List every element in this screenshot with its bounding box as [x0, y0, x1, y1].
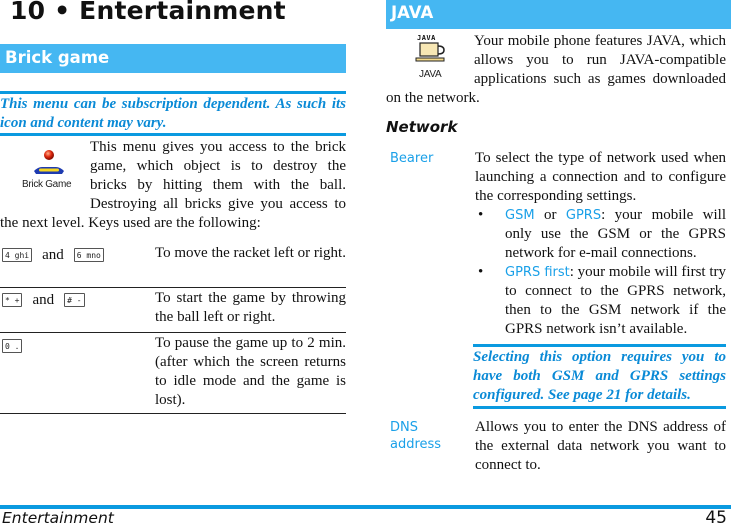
page-title: 10 • Entertainment: [10, 0, 286, 25]
option-label-gprs-first: GPRS first: [505, 265, 570, 280]
network-heading: Network: [386, 118, 458, 136]
table-divider: [0, 332, 346, 333]
subscription-note: [0, 91, 346, 136]
bearer-option-gsm-gprs: [475, 206, 726, 263]
gprs-settings-note: [473, 344, 726, 409]
bearer-options: [475, 206, 726, 339]
key-row-2-keys: [2, 291, 85, 310]
key-row-1-keys: [2, 246, 104, 265]
option-text: : your mobile will only use the GSM or the GPRS network for e-mail connections.: [505, 207, 726, 261]
key-0-icon: 0 .: [2, 339, 22, 353]
brick-game-intro: [0, 138, 346, 233]
java-icon-label: JAVA: [417, 34, 436, 42]
option-label-gprs: GPRS: [565, 208, 602, 223]
page-number: 45: [705, 508, 727, 528]
section-heading-java: JAVA: [386, 0, 731, 29]
key-6-icon: 6 mno: [74, 248, 104, 262]
footer-section-name: Entertainment: [2, 509, 114, 527]
key-4-icon: 4 ghi: [2, 248, 32, 262]
key-row-1-description: To move the racket left or right.: [155, 245, 346, 261]
bearer-term: Bearer: [390, 151, 434, 166]
section-heading-brick-game: Brick game: [0, 44, 346, 73]
dns-term-line2: address: [390, 437, 442, 452]
dns-address-description: Allows you to enter the DNS address of the external data network you want to connect to.: [475, 419, 726, 473]
bearer-option-gprs-first: [475, 263, 726, 339]
bullet: •: [478, 264, 484, 280]
java-icon-caption: JAVA: [419, 69, 442, 80]
key-star-icon: * +: [2, 293, 22, 307]
option-connector: or: [543, 207, 557, 223]
dns-term-line1: DNS: [390, 420, 418, 435]
gprs-settings-note-text: Selecting this option requires you to have both GSM and GPRS settings configured. See page 21 for details.: [473, 349, 726, 403]
key-connector: and: [42, 247, 64, 263]
brick-game-icon-caption: Brick Game: [22, 179, 72, 190]
subscription-note-text: This menu can be subscription dependent. As such its icon and content may vary.: [0, 96, 346, 131]
bearer-description: To select the type of network used when launching a connection and to configure the corresponding settings.: [475, 150, 726, 204]
table-divider: [0, 413, 346, 414]
java-intro: [386, 32, 726, 108]
key-hash-icon: # -: [64, 293, 84, 307]
brick-game-intro-text: This menu gives you access to the brick game, which object is to destroy the bricks by hitting them with the ball. Destroying all bricks give you access to the next level. Keys used are the following:: [0, 139, 346, 231]
key-connector: and: [32, 292, 55, 308]
dns-address-term: [390, 419, 441, 453]
option-text: : your mobile will first try to connect to the GPRS network, then to the GSM network if the GPRS network isn’t available.: [505, 264, 727, 337]
java-intro-text: Your mobile phone features JAVA, which allows you to run JAVA-compatible applications such as games downloaded on the network.: [386, 33, 726, 106]
key-row-3-description: To pause the game up to 2 min. (after which the screen returns to idle mode and the game is lost).: [155, 335, 346, 408]
option-label-gsm: GSM: [505, 208, 535, 223]
table-divider: [0, 287, 346, 288]
key-row-2-description: To start the game by throwing the ball left or right.: [155, 290, 346, 325]
bullet: •: [478, 207, 484, 223]
key-row-3-keys: [2, 337, 22, 355]
